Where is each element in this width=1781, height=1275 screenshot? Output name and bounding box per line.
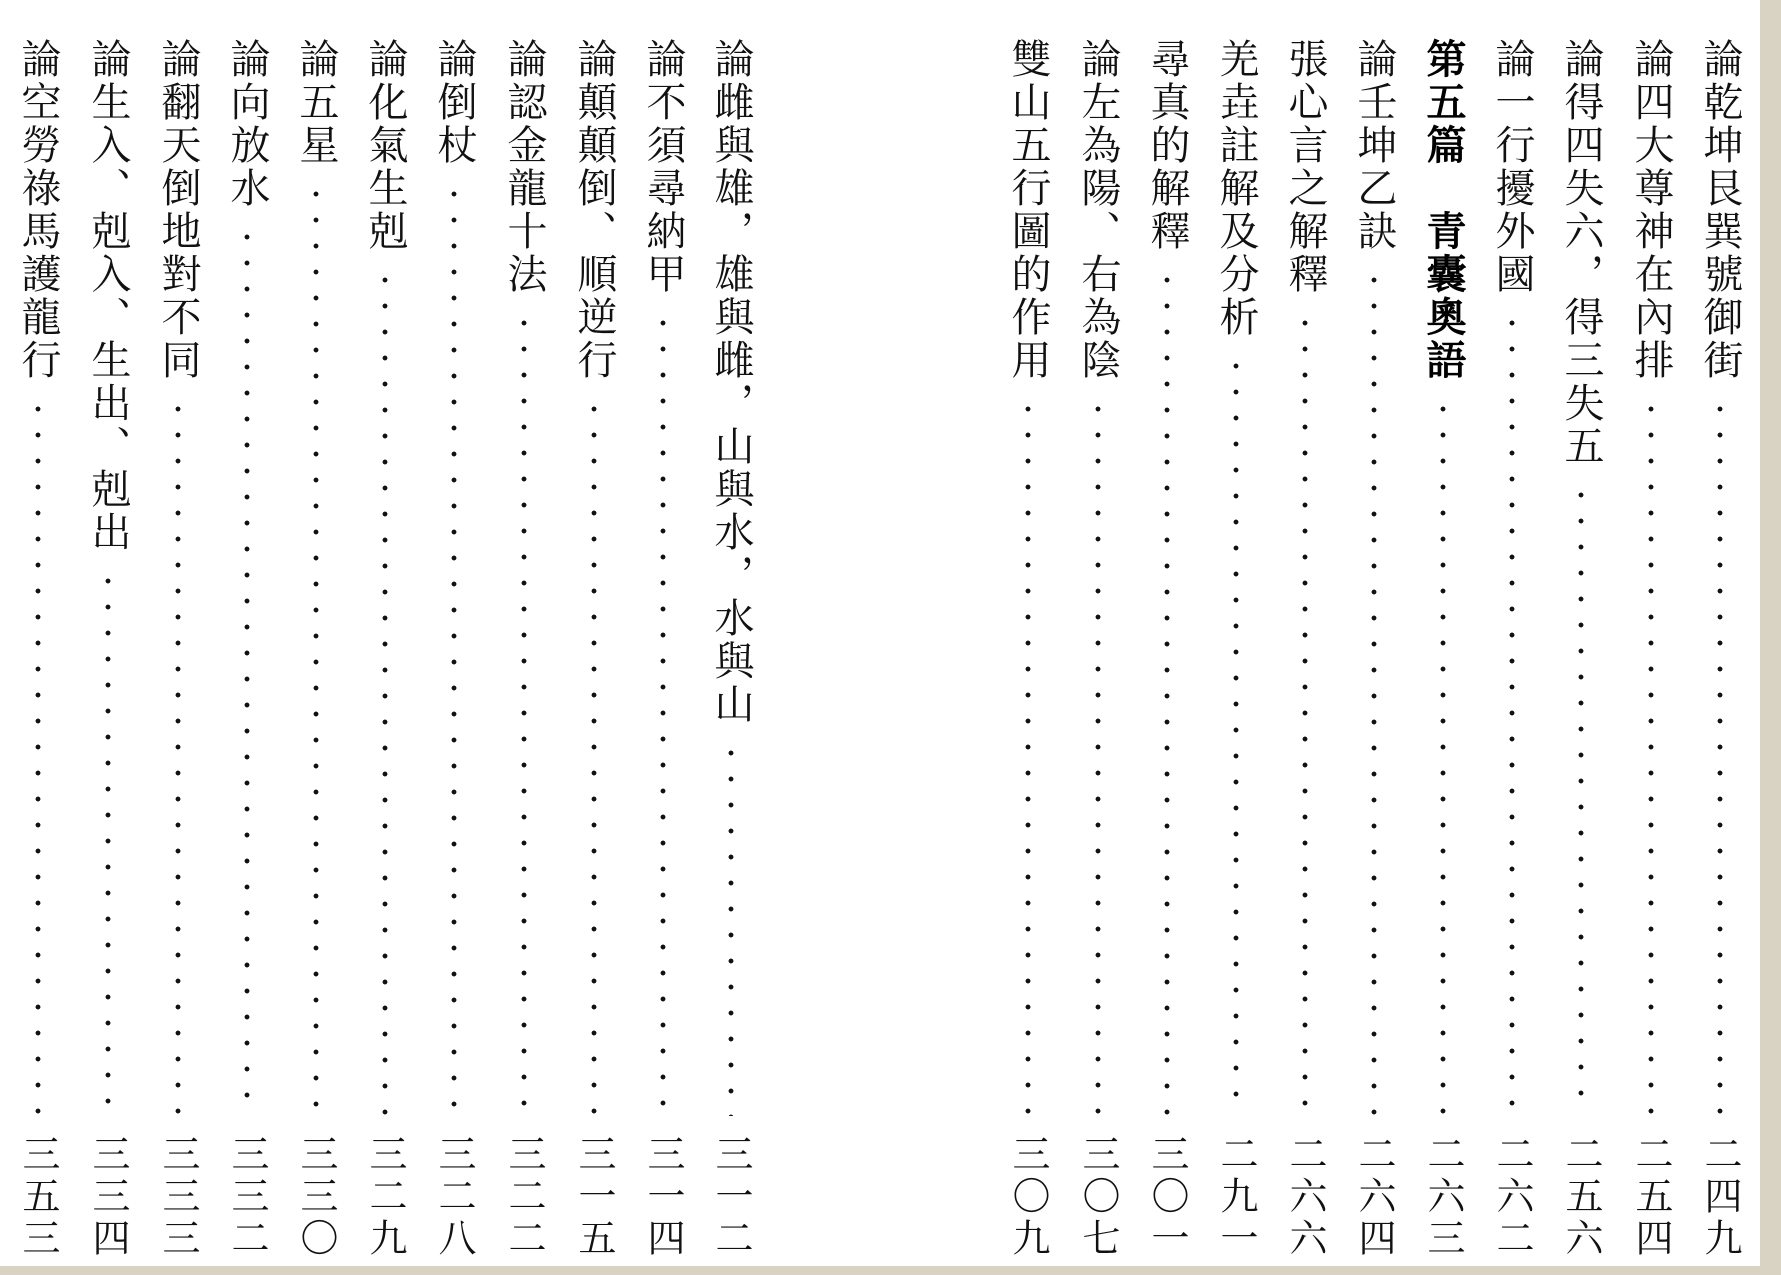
toc-entry-title: 論壬坤乙訣: [1351, 38, 1397, 253]
toc-entry: [1002, 38, 1054, 1268]
toc-entry: [1555, 38, 1607, 1268]
leader-dots: [244, 224, 250, 1116]
leader-dots: [105, 568, 111, 1116]
toc-entry-page: 三二八: [432, 1134, 476, 1260]
leader-dots: [1440, 396, 1446, 1116]
leader-dots: [313, 181, 319, 1116]
toc-entry-page: 二五六: [1559, 1134, 1603, 1260]
toc-entry-page: 三三三: [156, 1134, 200, 1260]
toc-entry-title: 論四大尊神在內排: [1628, 38, 1674, 382]
toc-entry: [1141, 38, 1193, 1268]
toc-entry-title: 論乾坤艮巽號御街: [1697, 38, 1743, 382]
leader-dots: [1164, 267, 1170, 1116]
toc-entry-title: 論雌與雄，雄與雌，山與水，水與山: [708, 38, 754, 726]
toc-entry-title: 論化氣生剋: [362, 38, 408, 253]
toc-entry-page: 三二二: [502, 1134, 546, 1260]
leader-dots: [728, 740, 734, 1116]
leader-dots: [1233, 353, 1239, 1116]
toc-entry-page: 三三〇: [294, 1134, 338, 1260]
toc-entry-page: 三一二: [709, 1134, 753, 1260]
toc-entry: [1072, 38, 1124, 1268]
toc-entry-page: 二五四: [1629, 1134, 1673, 1260]
toc-entry: [1625, 38, 1677, 1268]
toc-entry: [82, 38, 134, 1268]
leader-dots: [175, 396, 181, 1116]
toc-entry: [221, 38, 273, 1268]
leader-dots: [451, 181, 457, 1116]
toc-entry-title: 論翻天倒地對不同: [155, 38, 201, 382]
toc-entry-title: 論倒杖: [431, 38, 477, 167]
toc-entry-title: 雙山五行圖的作用: [1005, 38, 1051, 382]
toc-entry-page: 三三二: [225, 1134, 269, 1260]
toc-entry: [637, 38, 689, 1268]
leader-dots: [382, 267, 388, 1116]
toc-page-left: [0, 0, 880, 1275]
toc-entry-title: 羌垚註解及分析: [1213, 38, 1259, 339]
toc-entry: [428, 38, 480, 1268]
toc-entry-title: 論向放水: [224, 38, 270, 210]
toc-entry: [152, 38, 204, 1268]
toc-entry: [1348, 38, 1400, 1268]
toc-entry-page: 三〇七: [1076, 1134, 1120, 1260]
leader-dots: [1648, 396, 1654, 1116]
section-heading: 第五篇 青囊奧語: [1420, 38, 1467, 382]
toc-entry: [359, 38, 411, 1268]
toc-entry-title: 張心言之解釋: [1282, 38, 1328, 296]
toc-entry-title: 尋真的解釋: [1144, 38, 1190, 253]
toc-entry-title: 論左為陽、右為陰: [1075, 38, 1121, 382]
toc-entry-page: 三〇一: [1145, 1134, 1189, 1260]
leader-dots: [1578, 482, 1584, 1116]
toc-entry-page: 三一四: [641, 1134, 685, 1260]
leader-dots: [1717, 396, 1723, 1116]
toc-entry: [1210, 38, 1262, 1268]
toc-entry-page: 二六六: [1283, 1134, 1327, 1260]
page-edge-margin: [1760, 0, 1781, 1275]
toc-entry-title: 論一行擾外國: [1489, 38, 1535, 296]
toc-entry: [1486, 38, 1538, 1268]
toc-entry: [705, 38, 757, 1268]
toc-entry: [1279, 38, 1331, 1268]
toc-entry-page: 三二九: [363, 1134, 407, 1260]
leader-dots: [1371, 267, 1377, 1116]
leader-dots: [521, 310, 527, 1116]
leader-dots: [660, 310, 666, 1116]
toc-entry-page: 三五三: [16, 1134, 60, 1260]
toc-entry-page: 二六二: [1490, 1134, 1534, 1260]
leader-dots: [1302, 310, 1308, 1116]
toc-entry-page: 三一五: [572, 1134, 616, 1260]
toc-entry-title: 論生入、剋入、生出、剋出: [85, 38, 131, 554]
toc-entry-title: 論認金龍十法: [501, 38, 547, 296]
toc-entry-page: 三三四: [86, 1134, 130, 1260]
toc-entry: [12, 38, 64, 1268]
toc-entry-page: 二六三: [1421, 1134, 1465, 1260]
toc-entry-title: 論不須尋納甲: [640, 38, 686, 296]
toc-entry-title: 論得四失六，得三失五: [1558, 38, 1604, 468]
toc-entry-title: 論空勞祿馬護龍行: [15, 38, 61, 382]
toc-entry-page: 三〇九: [1006, 1134, 1050, 1260]
page-bottom-margin: [0, 1266, 1781, 1275]
toc-entry: [568, 38, 620, 1268]
toc-page-right: [880, 0, 1760, 1275]
leader-dots: [591, 396, 597, 1116]
leader-dots: [35, 396, 41, 1116]
toc-entry-page: 二四九: [1698, 1134, 1742, 1260]
toc-entry: [290, 38, 342, 1268]
toc-entry-title: 論顛顛倒、順逆行: [571, 38, 617, 382]
toc-entry-page: 二九一: [1214, 1134, 1258, 1260]
toc-entry-heading: [1417, 38, 1469, 1268]
leader-dots: [1095, 396, 1101, 1116]
leader-dots: [1025, 396, 1031, 1116]
toc-entry: [1694, 38, 1746, 1268]
toc-entry: [498, 38, 550, 1268]
toc-entry-page: 二六四: [1352, 1134, 1396, 1260]
toc-entry-title: 論五星: [293, 38, 339, 167]
leader-dots: [1509, 310, 1515, 1116]
